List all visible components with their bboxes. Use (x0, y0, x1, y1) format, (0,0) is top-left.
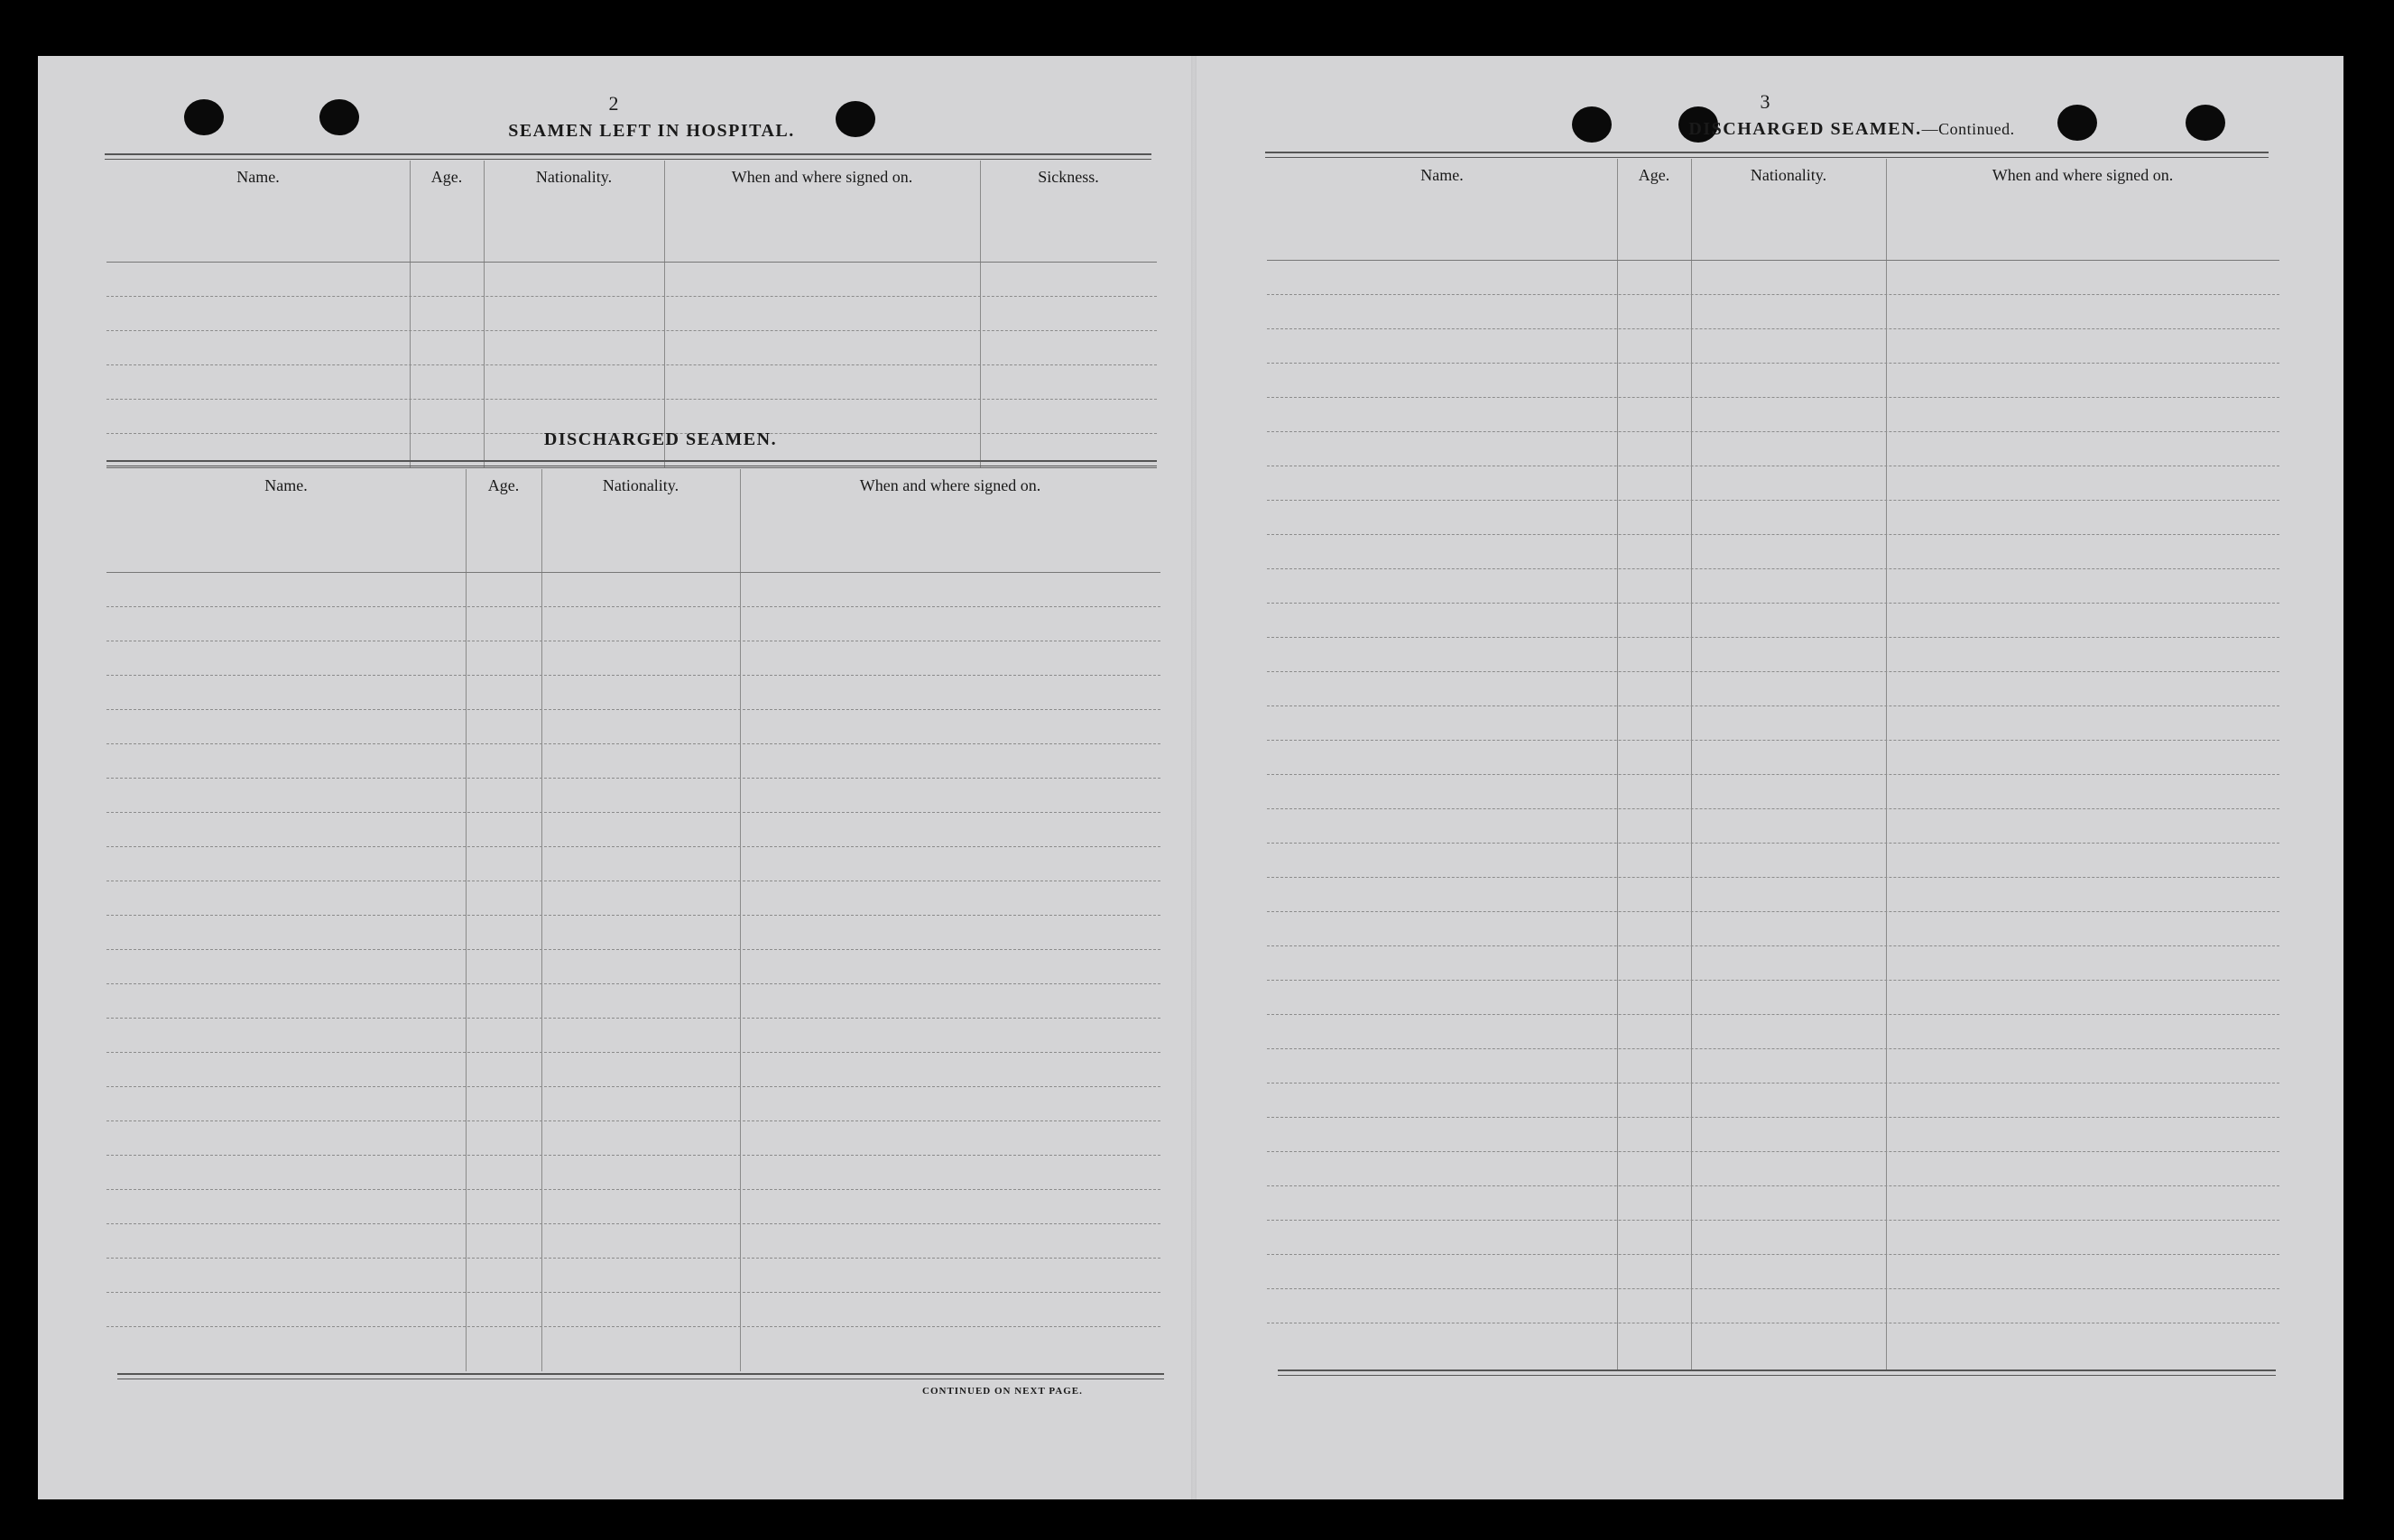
right-col-signed-on: When and where signed on. (1992, 166, 2174, 184)
right-col-age: Age. (1638, 166, 1670, 184)
document-spread (38, 56, 2343, 1499)
hospital-col-signed-on: When and where signed on. (731, 168, 913, 186)
discharged-col-nationality: Nationality. (602, 476, 679, 494)
discharged-continued-title-main: DISCHARGED SEAMEN. (1688, 119, 1922, 139)
discharged-continued-title (1608, 119, 2095, 140)
discharged-table-right (1267, 159, 2279, 1369)
right-col-nationality: Nationality. (1750, 166, 1827, 184)
discharged-col-name: Name. (264, 476, 308, 494)
discharged-bottom-rule (117, 1373, 1164, 1379)
hospital-section-title: SEAMEN LEFT IN HOSPITAL. (508, 121, 795, 141)
punch-hole (2186, 105, 2225, 141)
punch-hole (319, 99, 359, 135)
discharged-table-left (106, 469, 1160, 1371)
hospital-top-rule (105, 153, 1151, 160)
page-fold (1191, 56, 1197, 1499)
punch-hole (1572, 106, 1612, 143)
punch-hole (184, 99, 224, 135)
continued-note: CONTINUED ON NEXT PAGE. (922, 1386, 1083, 1397)
hospital-bottom-rule (106, 467, 1157, 468)
discharged-col-signed-on: When and where signed on. (859, 476, 1041, 494)
hospital-table (106, 161, 1157, 467)
continued-suffix: —Continued. (1921, 120, 2015, 138)
page-number-left: 2 (608, 92, 619, 115)
discharged-header-rule (106, 460, 1157, 466)
hospital-col-age: Age. (430, 168, 463, 186)
page-number-right: 3 (1760, 90, 1770, 113)
hospital-col-name: Name. (236, 168, 280, 186)
discharged-section-title: DISCHARGED SEAMEN. (543, 429, 778, 449)
right-col-name: Name. (1420, 166, 1464, 184)
right-top-rule (1265, 152, 2269, 158)
hospital-col-sickness: Sickness. (1038, 168, 1099, 186)
right-bottom-rule (1278, 1369, 2276, 1376)
discharged-col-age: Age. (487, 476, 520, 494)
hospital-col-nationality: Nationality. (535, 168, 613, 186)
